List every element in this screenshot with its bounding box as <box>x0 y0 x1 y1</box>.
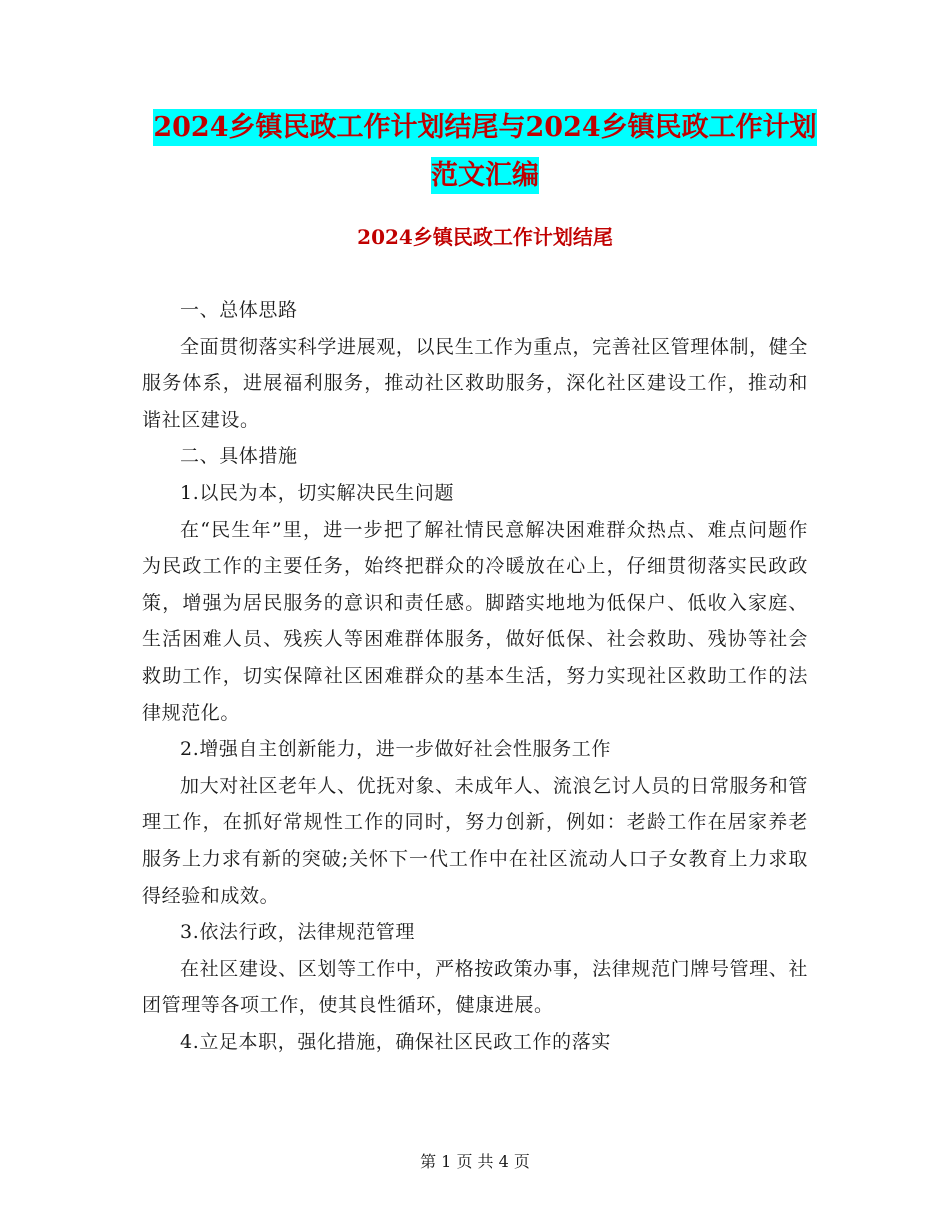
paragraph: 在社区建设、区划等工作中，严格按政策办事，法律规范门牌号管理、社团管理等各项工作，使其良性循环，健康进展。 <box>142 957 808 1017</box>
paragraph: 加大对社区老年人、优抚对象、未成年人、流浪乞讨人员的日常服务和管理工作，在抓好常规性工作的同时，努力创新，例如：老龄工作在居家养老服务上力求有新的突破;关怀下一代工作中在社区流动人口子女教育上力求取得经验和成效。 <box>142 774 808 907</box>
paragraph-subheading: 4.立足本职，强化措施，确保社区民政工作的落实 <box>180 1030 611 1053</box>
title-line-1: 2024乡镇民政工作计划结尾与2024乡镇民政工作计划 <box>153 109 816 146</box>
paragraph-heading-1: 一、总体思路 <box>180 299 298 321</box>
paragraph-heading-2: 二、具体措施 <box>180 445 298 468</box>
paragraph: 在“民生年”里，进一步把了解社情民意解决困难群众热点、难点问题作为民政工作的主要任务，始终把群众的冷暖放在心上，仔细贯彻落实民政政策，增强为居民服务的意识和责任感。脚踏实地地为低保户、低收入家庭、生活困难人员、残疾人等困难群体服务，做好低保、社会救助、残协等社会救助工作，切实保障社区困难群众的基本生活，努力实现社区救助工作的法律规范化。 <box>142 518 808 724</box>
section-title: 2024乡镇民政工作计划结尾 <box>357 225 613 249</box>
page-footer <box>0 1152 950 1172</box>
title-line-2: 范文汇编 <box>431 157 539 194</box>
paragraph-subheading: 2.增强自主创新能力，进一步做好社会性服务工作 <box>180 738 611 761</box>
paragraph: 全面贯彻落实科学进展观，以民生工作为重点，完善社区管理体制，健全服务体系，进展福利服务，推动社区救助服务，深化社区建设工作，推动和谐社区建设。 <box>142 335 808 431</box>
paragraph-subheading: 3.依法行政，法律规范管理 <box>180 921 415 944</box>
page-number: 第 1 页 共 4 页 <box>420 1152 530 1171</box>
document-title <box>140 104 830 200</box>
document-body <box>142 292 808 1060</box>
paragraph-subheading: 1.以民为本，切实解决民生问题 <box>180 481 455 504</box>
